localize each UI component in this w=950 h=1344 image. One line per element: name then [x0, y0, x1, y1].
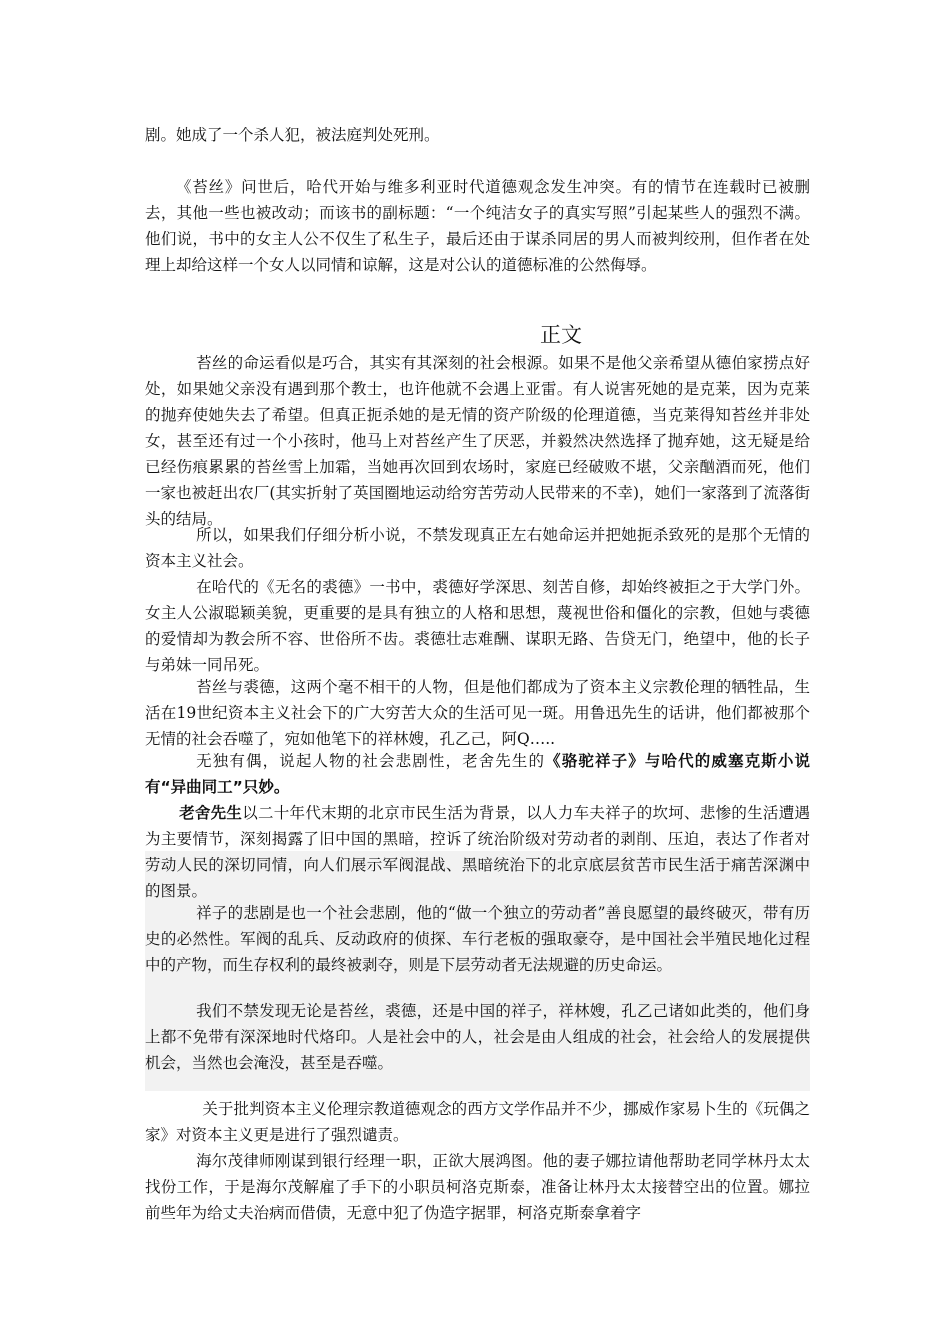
- paragraph-tess-fate: 苔丝的命运看似是巧合，其实有其深刻的社会根源。如果不是他父亲希望从德伯家捞点好处，如果她父亲没有遇到那个教士，也许他就不会遇上亚雷。有人说害死她的是克莱，因为克莱的抛弃使她失去了希望。但真正扼杀她的是无情的资产阶级的伦理道德，当克莱得知苔丝并非处女，甚至还有过一个小孩时，他马上对苔丝产生了厌恶，并毅然决然选择了抛弃她，这无疑是给已经伤痕累累的苔丝雪上加霜，当她再次回到农场时，家庭已经破败不堪，父亲酗酒而死，他们一家也被赶出农厂(其实折射了英国圈地运动给穷苦劳动人民带来的不幸)，她们一家落到了流落街头的结局。: [145, 354, 810, 528]
- paragraph-tess-and-jude: 苔丝与裘德，这两个毫不相干的人物，但是他们都成为了资本主义宗教伦理的牺牲品，生活在19世纪资本主义社会下的广大穷苦大众的生活可见一斑。用鲁迅先生的话讲，他们都被那个无情的社会吞噬了，宛如他笔下的祥林嫂，孔乙己，阿Q…..: [145, 678, 810, 748]
- paragraph-dolls-house-plot: 海尔茂律师刚谋到银行经理一职，正欲大展鸿图。他的妻子娜拉请他帮助老同学林丹太太找份工作，于是海尔茂解雇了手下的小职员柯洛克斯泰，准备让林丹太太接替空出的位置。娜拉前些年为给丈夫治病而借债，无意中犯了伪造字据罪，柯洛克斯泰拿着字: [145, 1152, 810, 1222]
- section-heading: 正文: [540, 323, 582, 347]
- paragraph-jude: 在哈代的《无名的裘德》一书中，裘德好学深思、刻苦自修，却始终被拒之于大学门外。女主人公淑聪颖美貌，更重要的是具有独立的人格和思想，蔑视世俗和僵化的宗教，但她与裘德的爱情却为教会所不容、世俗所不齿。裘德壮志难酬、谋职无路、告贷无门，绝望中，他的长子与弟妹一同吊死。: [145, 578, 810, 674]
- paragraph-camel-xiangzi: [145, 800, 810, 904]
- paragraph-dolls-house-intro: 关于批判资本主义伦理宗教道德观念的西方文学作品并不少，挪威作家易卜生的《玩偶之家》对资本主义更是进行了强烈谴责。: [145, 1100, 810, 1144]
- lao-she-name: 老舍先生: [179, 804, 243, 822]
- lao-she-intro-text: 无独有偶，说起人物的社会悲剧性，老舍先生的: [196, 752, 546, 770]
- paragraph-tess-reception: 《苔丝》问世后，哈代开始与维多利亚时代道德观念发生冲突。有的情节在连载时已被删去，其他一些也被改动；而该书的副标题：“一个纯洁女子的真实写照”引起某些人的强烈不满。他们说，书中的女主人公不仅生了私生子，最后还由于谋杀同居的男人而被判绞刑，但作者在处理上却给这样一个女人以同情和谅解，这是对公认的道德标准的公然侮辱。: [145, 178, 810, 274]
- paragraph-lao-she-intro: [145, 748, 810, 800]
- lao-she-intro-bold: 《骆驼祥子》与哈代的威塞克斯小说有“异曲同工”只妙。: [145, 752, 810, 796]
- paragraph-conclusion-society: 所以，如果我们仔细分析小说，不禁发现真正左右她命运并把她扼杀致死的是那个无情的资本主义社会。: [145, 526, 810, 570]
- paragraph-xiangzi-tragedy: 祥子的悲剧是也一个社会悲剧，他的“做一个独立的劳动者”善良愿望的最终破灭，带有历史的必然性。军阀的乱兵、反动政府的侦探、车行老板的强取豪夺，是中国社会半殖民地化过程中的产物，而生存权利的最终被剥夺，则是下层劳动者无法规避的历史命运。: [145, 904, 810, 974]
- camel-xiangzi-text: 以二十年代末期的北京市民生活为背景，以人力车夫祥子的坎坷、悲惨的生活遭遇为主要情节，深刻揭露了旧中国的黑暗，控诉了统治阶级对劳动者的剥削、压迫，表达了作者对劳动人民的深切同情，向人们展示军阀混战、黑暗统治下的北京底层贫苦市民生活于痛苦深渊中的图景。: [145, 804, 810, 900]
- paragraph-intro-end: 剧。她成了一个杀人犯，被法庭判处死刑。: [145, 126, 440, 144]
- paragraph-era-imprint: 我们不禁发现无论是苔丝，裘德，还是中国的祥子，祥林嫂，孔乙己诸如此类的，他们身上都不免带有深深地时代烙印。人是社会中的人，社会是由人组成的社会，社会给人的发展提供机会，当然也会淹没，甚至是吞噬。: [145, 1002, 810, 1072]
